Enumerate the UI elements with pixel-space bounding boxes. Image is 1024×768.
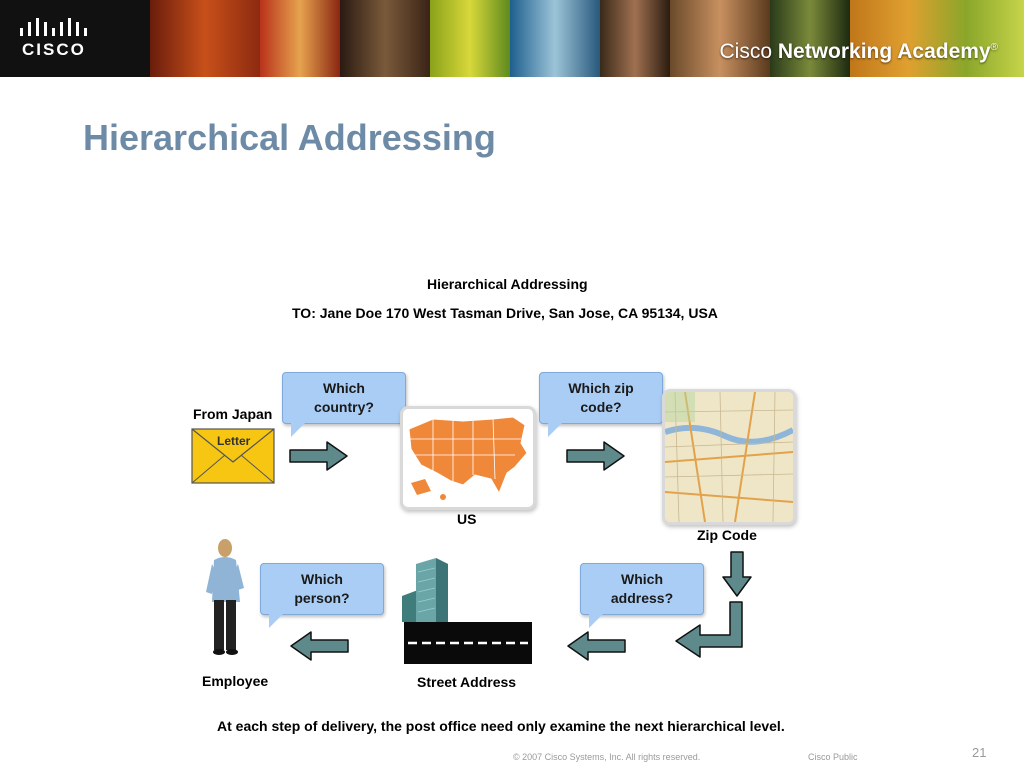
- arrow-left-icon: [289, 631, 349, 661]
- arrow-right-icon: [289, 441, 349, 471]
- footer-copyright: © 2007 Cisco Systems, Inc. All rights reserved.: [513, 752, 701, 762]
- origin-label: From Japan: [193, 406, 273, 422]
- arrow-left-icon: [566, 631, 626, 661]
- bubble-which-address: Which address?: [580, 563, 704, 615]
- arrow-down-icon: [722, 551, 752, 597]
- zip-code-label: Zip Code: [697, 527, 757, 543]
- bubble-which-country: Which country?: [282, 372, 406, 424]
- employee-label: Employee: [202, 673, 269, 689]
- envelope-label: Letter: [217, 434, 251, 448]
- cisco-wordmark: CISCO: [22, 40, 86, 59]
- footer-classification: Cisco Public: [808, 752, 858, 762]
- slide-title: Hierarchical Addressing: [83, 117, 496, 158]
- street-building-icon: [400, 556, 532, 666]
- diagram-heading: Hierarchical Addressing: [427, 276, 588, 292]
- arrow-right-icon: [566, 441, 626, 471]
- academy-mark: ®: [990, 42, 998, 53]
- us-map-icon: [403, 409, 533, 507]
- street-address-label: Street Address: [417, 674, 517, 690]
- destination-address: TO: Jane Doe 170 West Tasman Drive, San Jose, CA 95134, USA: [292, 305, 718, 321]
- diagram-caption: At each step of delivery, the post office need only examine the next hierarchical level.: [217, 718, 785, 734]
- us-label: US: [457, 511, 477, 527]
- bubble-which-zip-code: Which zip code?: [539, 372, 663, 424]
- page-number: 21: [972, 745, 987, 760]
- academy-name: Networking Academy: [777, 40, 991, 63]
- academy-prefix: Cisco: [719, 40, 772, 63]
- employee-icon: [204, 538, 248, 656]
- zip-code-map-frame: [662, 389, 796, 525]
- bubble-which-person: Which person?: [260, 563, 384, 615]
- street-map-icon: [665, 392, 793, 522]
- us-map-frame: [400, 406, 536, 510]
